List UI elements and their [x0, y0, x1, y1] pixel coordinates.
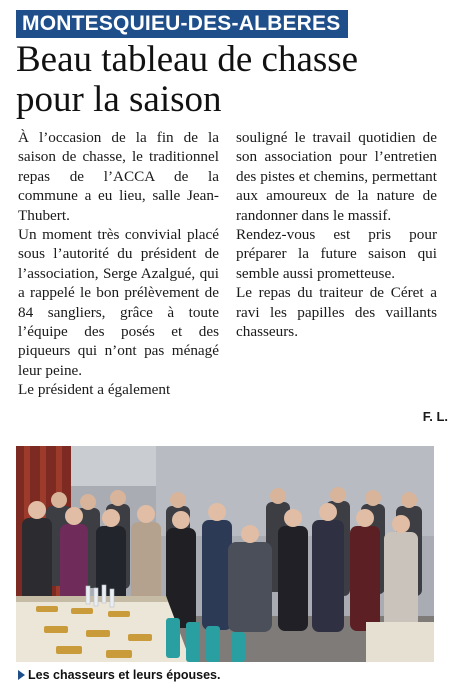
paragraph: À l’occasion de la fin de la saison de chasse, le traditionnel repas de l’ACCA de la commune a eu lieu, salle Jean-Thubert. [18, 129, 219, 224]
article-column-2 [236, 128, 437, 341]
paragraph: souligné le travail quotidien de son association pour l’entretien des pistes et chemins, permettant aux amoureux de la nature de randonner dans le massif. [236, 129, 437, 224]
headline-line-1: Beau tableau de chasse [16, 39, 359, 80]
paragraph: Un moment très convivial placé sous l’autorité du président de l’association, Serge Azalgué, qui a rappelé le bon prélèvement de 84 sangliers, grâce à toute l’équipe des posés et des piqueurs qui n’ont pas ménagé leur peine. [18, 226, 219, 379]
paragraph: Rendez-vous est pris pour préparer la future saison qui semble aussi prometteuse. [236, 226, 437, 282]
headline-line-2: pour la saison [16, 79, 222, 120]
author-signature: F. L. [422, 409, 448, 424]
headline [16, 40, 456, 120]
caption-text: Les chasseurs et leurs épouses. [28, 668, 221, 682]
section-kicker: MONTESQUIEU-DES-ALBERES [16, 10, 348, 38]
group-photo [16, 446, 434, 662]
article-column-1 [18, 128, 219, 400]
group-photo-illustration [16, 446, 434, 662]
paragraph: Le président a également [18, 381, 171, 399]
caption-arrow-icon [18, 670, 25, 680]
paragraph: Le repas du traiteur de Céret a ravi les papilles des vaillants chasseurs. [236, 284, 437, 341]
photo-caption [18, 668, 220, 682]
